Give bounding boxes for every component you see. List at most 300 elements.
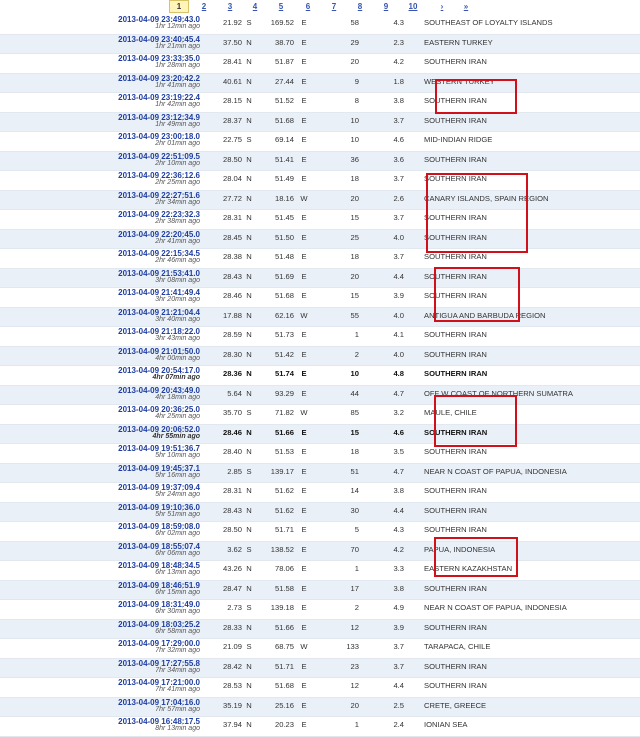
lat-hemisphere-cell: N [246, 427, 252, 437]
longitude-cell: 25.16 [274, 700, 294, 710]
table-row[interactable] [0, 34, 640, 54]
depth-cell: 29 [350, 37, 359, 47]
lat-hemisphere-cell: N [246, 232, 252, 242]
latitude-cell: 35.19 [222, 700, 242, 710]
depth-cell: 2 [354, 603, 359, 612]
table-row[interactable] [0, 93, 640, 113]
region-cell: SOUTHERN IRAN [424, 447, 487, 456]
time-ago: 7hr 32min ago [155, 647, 200, 654]
event-datetime-link[interactable]: 2013-04-09 22:20:45.0 [118, 229, 200, 239]
event-datetime-link[interactable]: 2013-04-09 22:15:34.5 [118, 249, 200, 258]
datetime-cell [0, 424, 208, 444]
event-datetime-link[interactable]: 2013-04-09 22:27:51.6 [118, 190, 200, 200]
table-row[interactable] [0, 483, 640, 503]
magnitude-cell: 1.8 [393, 76, 404, 86]
magnitude-cell: 2.4 [393, 720, 404, 729]
region-cell: SOUTHERN IRAN [424, 427, 488, 437]
time-ago: 5hr 10min ago [155, 452, 200, 459]
region-cell: CANARY ISLANDS, SPAIN REGION [424, 193, 549, 203]
lat-hemisphere-cell: N [246, 369, 252, 378]
depth-cell: 51 [350, 466, 359, 476]
magnitude-cell: 3.7 [393, 252, 404, 261]
magnitude-cell: 3.2 [393, 408, 404, 417]
region-cell: SOUTHERN IRAN [424, 115, 487, 125]
depth-cell: 9 [354, 76, 359, 86]
longitude-cell: 51.69 [274, 271, 294, 281]
page-link-4[interactable]: 4 [252, 2, 258, 11]
datetime-cell [0, 54, 208, 74]
time-ago: 6hr 58min ago [155, 627, 200, 635]
event-datetime-link[interactable]: 2013-04-09 17:27:55.8 [118, 658, 200, 668]
region-cell: WESTERN TURKEY [424, 76, 495, 86]
table-row[interactable] [0, 463, 640, 483]
region-cell: SOUTHERN IRAN [424, 369, 488, 378]
time-ago: 5hr 16min ago [155, 471, 200, 479]
lat-hemisphere-cell: N [246, 486, 252, 495]
lat-hemisphere-cell: S [246, 544, 252, 554]
longitude-cell: 51.68 [274, 681, 294, 690]
depth-cell: 15 [350, 291, 359, 300]
lat-hemisphere-cell: N [246, 213, 252, 222]
table-row[interactable] [0, 385, 640, 405]
lat-hemisphere-cell: N [246, 330, 252, 339]
depth-cell: 15 [350, 427, 359, 437]
lat-hemisphere-cell: N [246, 700, 252, 710]
time-ago: 5hr 51min ago [155, 510, 200, 518]
lat-hemisphere-cell: N [246, 271, 252, 281]
magnitude-cell: 4.3 [393, 525, 404, 534]
datetime-cell [0, 522, 208, 542]
event-datetime-link[interactable]: 2013-04-09 20:43:49.0 [118, 385, 200, 395]
magnitude-cell: 2.3 [393, 37, 404, 47]
highlight-box [434, 537, 518, 577]
region-cell: SOUTHERN IRAN [424, 57, 487, 66]
event-datetime-link[interactable]: 2013-04-09 20:54:17.0 [118, 366, 200, 375]
table-row[interactable] [0, 424, 640, 444]
region-cell: PAPUA, INDONESIA [424, 544, 496, 554]
time-ago: 5hr 24min ago [155, 491, 200, 498]
latitude-cell: 28.36 [222, 369, 242, 378]
lat-hemisphere-cell: N [246, 525, 252, 534]
longitude-cell: 51.50 [274, 232, 294, 242]
page-link-3[interactable]: 3 [227, 2, 233, 11]
longitude-cell: 51.66 [274, 427, 294, 437]
time-ago: 3hr 08min ago [155, 276, 200, 284]
region-cell: SOUTHERN IRAN [424, 583, 487, 593]
magnitude-cell: 3.5 [393, 447, 404, 456]
longitude-cell: 51.52 [274, 96, 294, 105]
depth-cell: 55 [350, 310, 359, 320]
lat-hemisphere-cell: N [246, 564, 252, 573]
table-row[interactable] [0, 522, 640, 542]
event-datetime-link[interactable]: 2013-04-09 21:18:22.0 [118, 327, 200, 336]
event-datetime-link[interactable]: 2013-04-09 18:03:25.2 [118, 619, 200, 629]
latitude-cell: 28.30 [222, 349, 242, 359]
longitude-cell: 51.62 [274, 505, 294, 515]
lat-hemisphere-cell: N [246, 96, 252, 105]
lon-hemisphere-cell: E [301, 115, 307, 125]
table-row[interactable] [0, 678, 640, 698]
depth-cell: 36 [350, 154, 359, 164]
table-row[interactable] [0, 600, 640, 620]
datetime-cell [0, 444, 208, 464]
latitude-cell: 37.50 [222, 37, 242, 47]
time-ago: 8hr 13min ago [155, 725, 200, 732]
table-row[interactable] [0, 541, 640, 561]
page-link-5[interactable]: 5 [278, 2, 284, 11]
depth-cell: 15 [350, 213, 359, 222]
longitude-cell: 68.75 [274, 642, 294, 651]
lat-hemisphere-cell: N [246, 661, 252, 671]
lat-hemisphere-cell: N [246, 37, 252, 47]
magnitude-cell: 3.6 [393, 154, 404, 164]
page-link-7[interactable]: 7 [331, 2, 337, 11]
lon-hemisphere-cell: E [301, 291, 307, 300]
event-datetime-link[interactable]: 2013-04-09 21:21:04.4 [118, 307, 200, 317]
event-datetime-link[interactable]: 2013-04-09 17:04:16.0 [118, 697, 200, 707]
table-row[interactable] [0, 54, 640, 74]
table-row[interactable] [0, 327, 640, 347]
magnitude-cell: 3.7 [393, 642, 404, 651]
table-row[interactable] [0, 210, 640, 230]
lon-hemisphere-cell: E [301, 564, 307, 573]
depth-cell: 18 [350, 447, 359, 456]
magnitude-cell: 4.4 [393, 271, 404, 281]
region-cell: SOUTHERN IRAN [424, 213, 487, 222]
magnitude-cell: 2.6 [393, 193, 404, 203]
datetime-cell [0, 346, 208, 366]
magnitude-cell: 2.5 [393, 700, 404, 710]
time-ago: 1hr 42min ago [155, 101, 200, 108]
lon-hemisphere-cell: E [301, 252, 307, 261]
table-row[interactable] [0, 405, 640, 425]
lon-hemisphere-cell: W [300, 310, 308, 320]
magnitude-cell: 4.3 [393, 18, 404, 27]
magnitude-cell: 3.7 [393, 661, 404, 671]
depth-cell: 18 [350, 252, 359, 261]
magnitude-cell: 4.4 [393, 505, 404, 515]
datetime-cell [0, 717, 208, 737]
event-datetime-link[interactable]: 2013-04-09 18:31:49.0 [118, 600, 200, 609]
highlight-box [434, 267, 520, 322]
depth-cell: 17 [350, 583, 359, 593]
lat-hemisphere-cell: N [246, 622, 252, 632]
magnitude-cell: 3.7 [393, 115, 404, 125]
table-row[interactable] [0, 580, 640, 600]
lon-hemisphere-cell: E [301, 622, 307, 632]
region-cell: SOUTHERN IRAN [424, 330, 487, 339]
table-row[interactable] [0, 73, 640, 93]
magnitude-cell: 4.9 [393, 603, 404, 612]
datetime-cell [0, 171, 208, 191]
page-link-6[interactable]: 6 [305, 2, 311, 11]
lon-hemisphere-cell: E [301, 57, 307, 66]
time-ago: 6hr 06min ago [155, 549, 200, 557]
datetime-cell [0, 327, 208, 347]
datetime-cell [0, 34, 208, 54]
magnitude-cell: 4.2 [393, 544, 404, 554]
magnitude-cell: 3.3 [393, 564, 404, 573]
table-row[interactable] [0, 502, 640, 522]
table-row[interactable] [0, 346, 640, 366]
longitude-cell: 138.52 [270, 544, 294, 554]
depth-cell: 25 [350, 232, 359, 242]
lat-hemisphere-cell: N [246, 583, 252, 593]
latitude-cell: 17.88 [222, 310, 242, 320]
datetime-cell [0, 619, 208, 639]
magnitude-cell: 3.7 [393, 174, 404, 183]
longitude-cell: 51.49 [274, 174, 294, 183]
datetime-cell [0, 112, 208, 132]
latitude-cell: 28.50 [222, 154, 242, 164]
lat-hemisphere-cell: N [246, 252, 252, 261]
lat-hemisphere-cell: S [246, 603, 252, 612]
table-row[interactable] [0, 112, 640, 132]
table-row[interactable] [0, 288, 640, 308]
event-datetime-link[interactable]: 2013-04-09 23:40:45.4 [118, 34, 200, 44]
magnitude-cell: 4.6 [393, 427, 404, 437]
latitude-cell: 28.33 [222, 622, 242, 632]
time-ago: 6hr 15min ago [155, 588, 200, 596]
lat-hemisphere-cell: S [246, 466, 252, 476]
page-link-10[interactable]: 10 [408, 2, 418, 11]
depth-cell: 20 [350, 193, 359, 203]
longitude-cell: 93.29 [274, 388, 294, 398]
latitude-cell: 37.94 [222, 720, 242, 729]
latitude-cell: 28.37 [222, 115, 242, 125]
lon-hemisphere-cell: E [301, 681, 307, 690]
datetime-cell [0, 366, 208, 386]
table-row[interactable] [0, 697, 640, 717]
latitude-cell: 28.31 [222, 213, 242, 222]
datetime-cell [0, 15, 208, 34]
time-ago: 6hr 30min ago [155, 608, 200, 615]
page-link-2[interactable]: 2 [201, 2, 207, 11]
region-cell: IONIAN SEA [424, 720, 468, 729]
event-datetime-link[interactable]: 2013-04-09 16:48:17.5 [118, 717, 200, 726]
latitude-cell: 28.59 [222, 330, 242, 339]
region-cell: SOUTHERN IRAN [424, 349, 487, 359]
time-ago: 2hr 25min ago [155, 179, 200, 186]
last-page-link[interactable]: » [463, 2, 469, 11]
table-row[interactable] [0, 561, 640, 581]
latitude-cell: 3.62 [227, 544, 242, 554]
event-datetime-link[interactable]: 2013-04-09 18:55:07.4 [118, 541, 200, 551]
table-row[interactable] [0, 171, 640, 191]
table-row[interactable] [0, 151, 640, 171]
event-datetime-link[interactable]: 2013-04-09 21:41:49.4 [118, 288, 200, 297]
region-cell: SOUTHERN IRAN [424, 96, 487, 105]
magnitude-cell: 3.8 [393, 486, 404, 495]
time-ago: 2hr 41min ago [155, 237, 200, 245]
event-datetime-link[interactable]: 2013-04-09 19:51:36.7 [118, 444, 200, 453]
latitude-cell: 28.40 [222, 447, 242, 456]
lon-hemisphere-cell: W [300, 642, 308, 651]
event-datetime-link[interactable]: 2013-04-09 23:33:35.0 [118, 54, 200, 63]
time-ago: 2hr 10min ago [155, 159, 200, 167]
event-datetime-link[interactable]: 2013-04-09 21:01:50.0 [118, 346, 200, 356]
longitude-cell: 51.45 [274, 213, 294, 222]
event-datetime-link[interactable]: 2013-04-09 22:23:32.3 [118, 210, 200, 219]
lat-hemisphere-cell: N [246, 291, 252, 300]
lat-hemisphere-cell: N [246, 681, 252, 690]
table-row[interactable] [0, 268, 640, 288]
event-datetime-link[interactable]: 2013-04-09 18:46:51.9 [118, 580, 200, 590]
depth-cell: 1 [354, 330, 359, 339]
event-datetime-link[interactable]: 2013-04-09 22:51:09.5 [118, 151, 200, 161]
depth-cell: 12 [350, 622, 359, 632]
datetime-cell [0, 151, 208, 171]
latitude-cell: 28.15 [222, 96, 242, 105]
magnitude-cell: 3.9 [393, 291, 404, 300]
page-link-8[interactable]: 8 [357, 2, 363, 11]
lon-hemisphere-cell: E [301, 661, 307, 671]
depth-cell: 44 [350, 388, 359, 398]
time-ago: 1hr 41min ago [155, 81, 200, 89]
page-link-9[interactable]: 9 [383, 2, 389, 11]
magnitude-cell: 3.9 [393, 622, 404, 632]
datetime-cell [0, 210, 208, 230]
table-row[interactable] [0, 619, 640, 639]
magnitude-cell: 4.6 [393, 135, 404, 144]
time-ago: 3hr 40min ago [155, 315, 200, 323]
longitude-cell: 51.73 [274, 330, 294, 339]
next-page-link[interactable]: › [440, 2, 444, 11]
event-datetime-link[interactable]: 2013-04-09 19:37:09.4 [118, 483, 200, 492]
lon-hemisphere-cell: E [301, 603, 307, 612]
region-cell: SOUTHERN IRAN [424, 174, 487, 183]
table-row[interactable] [0, 717, 640, 737]
event-datetime-link[interactable]: 2013-04-09 18:59:08.0 [118, 522, 200, 531]
lon-hemisphere-cell: W [300, 193, 308, 203]
time-ago: 1hr 12min ago [155, 23, 200, 30]
datetime-cell [0, 639, 208, 659]
table-row[interactable] [0, 132, 640, 152]
time-ago: 7hr 41min ago [155, 686, 200, 693]
datetime-cell [0, 190, 208, 210]
lon-hemisphere-cell: E [301, 447, 307, 456]
event-datetime-link[interactable]: 2013-04-09 21:53:41.0 [118, 268, 200, 278]
latitude-cell: 28.41 [222, 57, 242, 66]
region-cell: SOUTHERN IRAN [424, 252, 487, 261]
event-datetime-link[interactable]: 2013-04-09 20:36:25.0 [118, 405, 200, 414]
table-row[interactable] [0, 658, 640, 678]
pagination [0, 0, 640, 14]
table-row[interactable] [0, 366, 640, 386]
table-row[interactable] [0, 249, 640, 269]
latitude-cell: 27.72 [222, 193, 242, 203]
lon-hemisphere-cell: E [301, 369, 307, 378]
lat-hemisphere-cell: S [246, 135, 252, 144]
depth-cell: 133 [346, 642, 359, 651]
region-cell: SOUTHERN IRAN [424, 154, 487, 164]
region-cell: SOUTHERN IRAN [424, 525, 487, 534]
event-datetime-link[interactable]: 2013-04-09 20:06:52.0 [118, 424, 200, 434]
lat-hemisphere-cell: N [246, 154, 252, 164]
depth-cell: 18 [350, 174, 359, 183]
depth-cell: 10 [350, 135, 359, 144]
datetime-cell [0, 385, 208, 405]
longitude-cell: 62.16 [274, 310, 294, 320]
table-row[interactable] [0, 639, 640, 659]
table-row[interactable] [0, 307, 640, 327]
lat-hemisphere-cell: N [246, 447, 252, 456]
event-datetime-link[interactable]: 2013-04-09 23:19:22.4 [118, 93, 200, 102]
depth-cell: 23 [350, 661, 359, 671]
datetime-cell [0, 73, 208, 93]
time-ago: 4hr 07min ago [152, 374, 200, 381]
lon-hemisphere-cell: E [301, 388, 307, 398]
datetime-cell [0, 658, 208, 678]
longitude-cell: 71.82 [274, 408, 294, 417]
table-row[interactable] [0, 229, 640, 249]
depth-cell: 10 [350, 369, 359, 378]
region-cell: SOUTHERN IRAN [424, 232, 487, 242]
highlight-box [426, 173, 528, 253]
event-datetime-link[interactable]: 2013-04-09 19:45:37.1 [118, 463, 200, 473]
latitude-cell: 28.38 [222, 252, 242, 261]
magnitude-cell: 4.2 [393, 57, 404, 66]
event-datetime-link[interactable]: 2013-04-09 17:21:00.0 [118, 678, 200, 687]
lon-hemisphere-cell: E [301, 76, 307, 86]
longitude-cell: 51.68 [274, 115, 294, 125]
table-row[interactable] [0, 444, 640, 464]
time-ago: 3hr 20min ago [155, 296, 200, 303]
latitude-cell: 2.73 [227, 603, 242, 612]
event-datetime-link[interactable]: 2013-04-09 22:36:12.6 [118, 171, 200, 180]
depth-cell: 20 [350, 57, 359, 66]
depth-cell: 10 [350, 115, 359, 125]
longitude-cell: 69.14 [274, 135, 294, 144]
lat-hemisphere-cell: N [246, 310, 252, 320]
longitude-cell: 51.68 [274, 291, 294, 300]
event-datetime-link[interactable]: 2013-04-09 23:20:42.2 [118, 73, 200, 83]
lon-hemisphere-cell: E [301, 466, 307, 476]
latitude-cell: 28.31 [222, 486, 242, 495]
region-cell: SOUTHERN IRAN [424, 271, 487, 281]
latitude-cell: 5.64 [227, 388, 242, 398]
datetime-cell [0, 307, 208, 327]
latitude-cell: 21.09 [222, 642, 242, 651]
time-ago: 6hr 02min ago [155, 530, 200, 537]
lat-hemisphere-cell: N [246, 76, 252, 86]
time-ago: 2hr 34min ago [155, 198, 200, 206]
event-datetime-link[interactable]: 2013-04-09 23:12:34.9 [118, 112, 200, 122]
magnitude-cell: 4.0 [393, 232, 404, 242]
lat-hemisphere-cell: N [246, 349, 252, 359]
time-ago: 1hr 21min ago [155, 42, 200, 50]
lon-hemisphere-cell: E [301, 505, 307, 515]
depth-cell: 58 [350, 18, 359, 27]
event-datetime-link[interactable]: 2013-04-09 19:10:36.0 [118, 502, 200, 512]
region-cell: EASTERN KAZAKHSTAN [424, 564, 513, 573]
lon-hemisphere-cell: E [301, 700, 307, 710]
lat-hemisphere-cell: N [246, 174, 252, 183]
lon-hemisphere-cell: E [301, 271, 307, 281]
datetime-cell [0, 580, 208, 600]
table-row[interactable] [0, 190, 640, 210]
time-ago: 7hr 34min ago [155, 666, 200, 674]
datetime-cell [0, 502, 208, 522]
event-datetime-link[interactable]: 2013-04-09 23:00:18.0 [118, 132, 200, 141]
lon-hemisphere-cell: E [301, 583, 307, 593]
table-row[interactable] [0, 15, 640, 34]
event-datetime-link[interactable]: 2013-04-09 18:48:34.5 [118, 561, 200, 570]
event-datetime-link[interactable]: 2013-04-09 23:49:43.0 [118, 15, 200, 24]
datetime-cell [0, 697, 208, 717]
event-datetime-link[interactable]: 2013-04-09 17:29:00.0 [118, 639, 200, 648]
longitude-cell: 51.87 [274, 57, 294, 66]
